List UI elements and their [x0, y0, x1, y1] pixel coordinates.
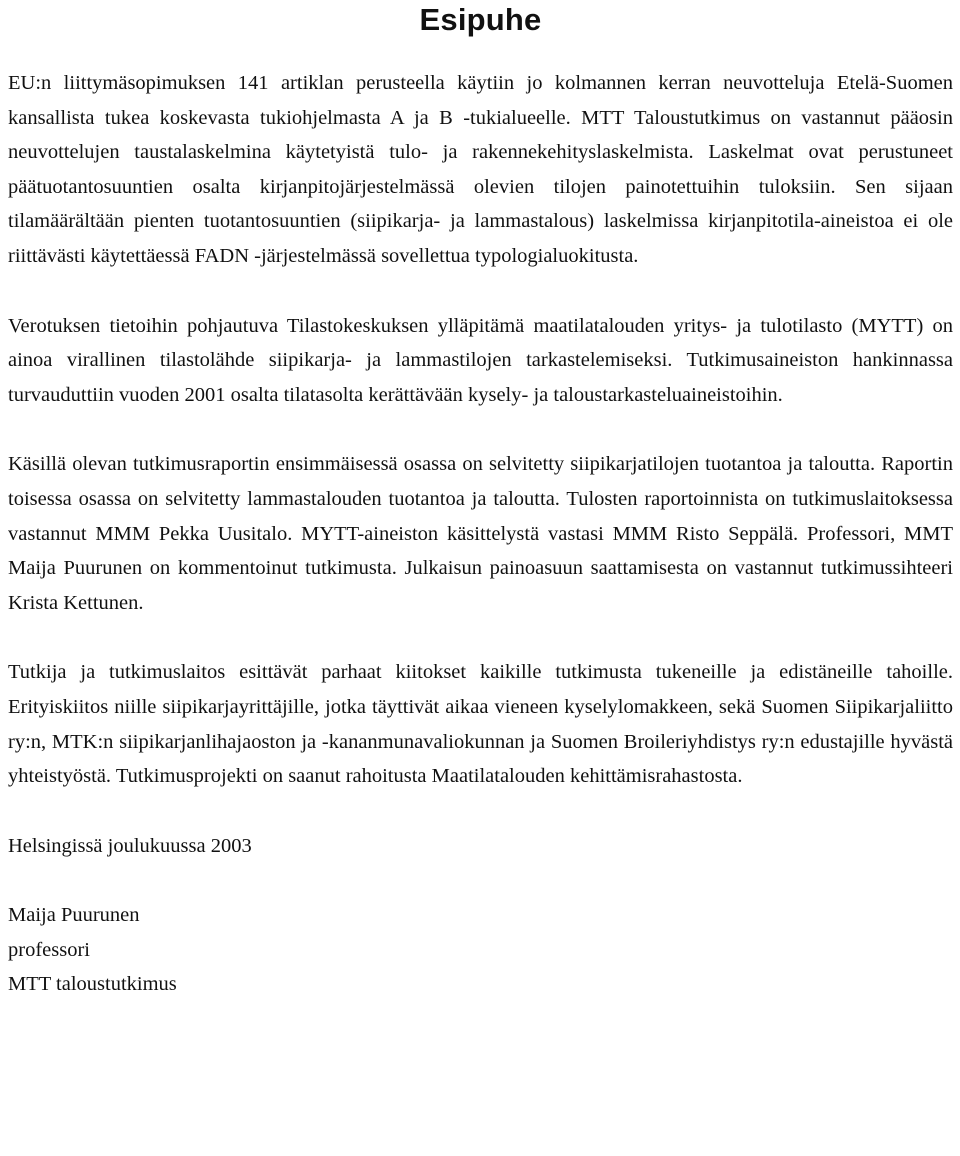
paragraph-3: Käsillä olevan tutkimusraportin ensimmäisessä osassa on selvitetty siipikarjatilojen tuotantoa ja taloutta. Raportin toisessa osassa on selvitetty lammastalouden tuotantoa ja taloutta. Tulosten raportoinnista on tutkimuslaitoksessa vastannut MMM Pekka Uusitalo. MYTT-aineiston käsittelystä vastasi MMM Risto Seppälä. Professori, MMT Maija Puurunen on kommentoinut tutkimusta. Julkaisun painoasuun saattamisesta on vastannut tutkimussihteeri Krista Kettunen. — [8, 453, 953, 614]
signer-organization: MTT taloustutkimus — [8, 973, 177, 996]
signature-block — [8, 898, 953, 1002]
document-page — [8, 0, 953, 1002]
paragraph-4: Tutkija ja tutkimuslaitos esittävät parhaat kiitokset kaikille tutkimusta tukeneille ja edistäneille tahoille. Erityiskiitos niille siipikarjayrittäjille, jotka täyttivät aikaa vieneen kyselylomakkeen, sekä Suomen Siipikarjaliitto ry:n, MTK:n siipikarjanlihajaoston ja -kananmunavaliokunnan ja Suomen Broileriyhdistys ry:n edustajille hyvästä yhteistyöstä. Tutkimusprojekti on saanut rahoitusta Maatilatalouden kehittämisrahastosta. — [8, 661, 953, 788]
paragraph-2: Verotuksen tietoihin pohjautuva Tilastokeskuksen ylläpitämä maatilatalouden yritys- ja tulotilasto (MYTT) on ainoa virallinen tilastolähde siipikarja- ja lammastilojen tarkastelemiseksi. Tutkimusaineiston hankinnassa turvauduttiin vuoden 2001 osalta tilatasolta kerättävään kysely- ja taloustarkasteluaineistoihin. — [8, 314, 953, 406]
page-title: Esipuhe — [419, 2, 542, 37]
signoff-place-date: Helsingissä joulukuussa 2003 — [8, 834, 252, 857]
paragraph-1: EU:n liittymäsopimuksen 141 artiklan perusteella käytiin jo kolmannen kerran neuvotteluja Etelä-Suomen kansallista tukea koskevasta tukiohjelmasta A ja B -tukialueelle. MTT Taloustutkimus on vastannut pääosin neuvottelujen taustalaskelmina käytetyistä tulo- ja rakennekehityslaskelmista. Laskelmat ovat perustuneet päätuotantosuuntien osalta kirjanpitojärjestelmässä olevien tilojen painotettuihin tuloksiin. Sen sijaan tilamäärältään pienten tuotantosuuntien (siipikarja- ja lammastalous) laskelmissa kirjanpitotila-aineistoa ei ole riittävästi käytettäessä FADN -järjestelmässä sovellettua typologialuokitusta. — [8, 72, 953, 267]
signer-name: Maija Puurunen — [8, 904, 140, 927]
signer-role: professori — [8, 938, 90, 961]
